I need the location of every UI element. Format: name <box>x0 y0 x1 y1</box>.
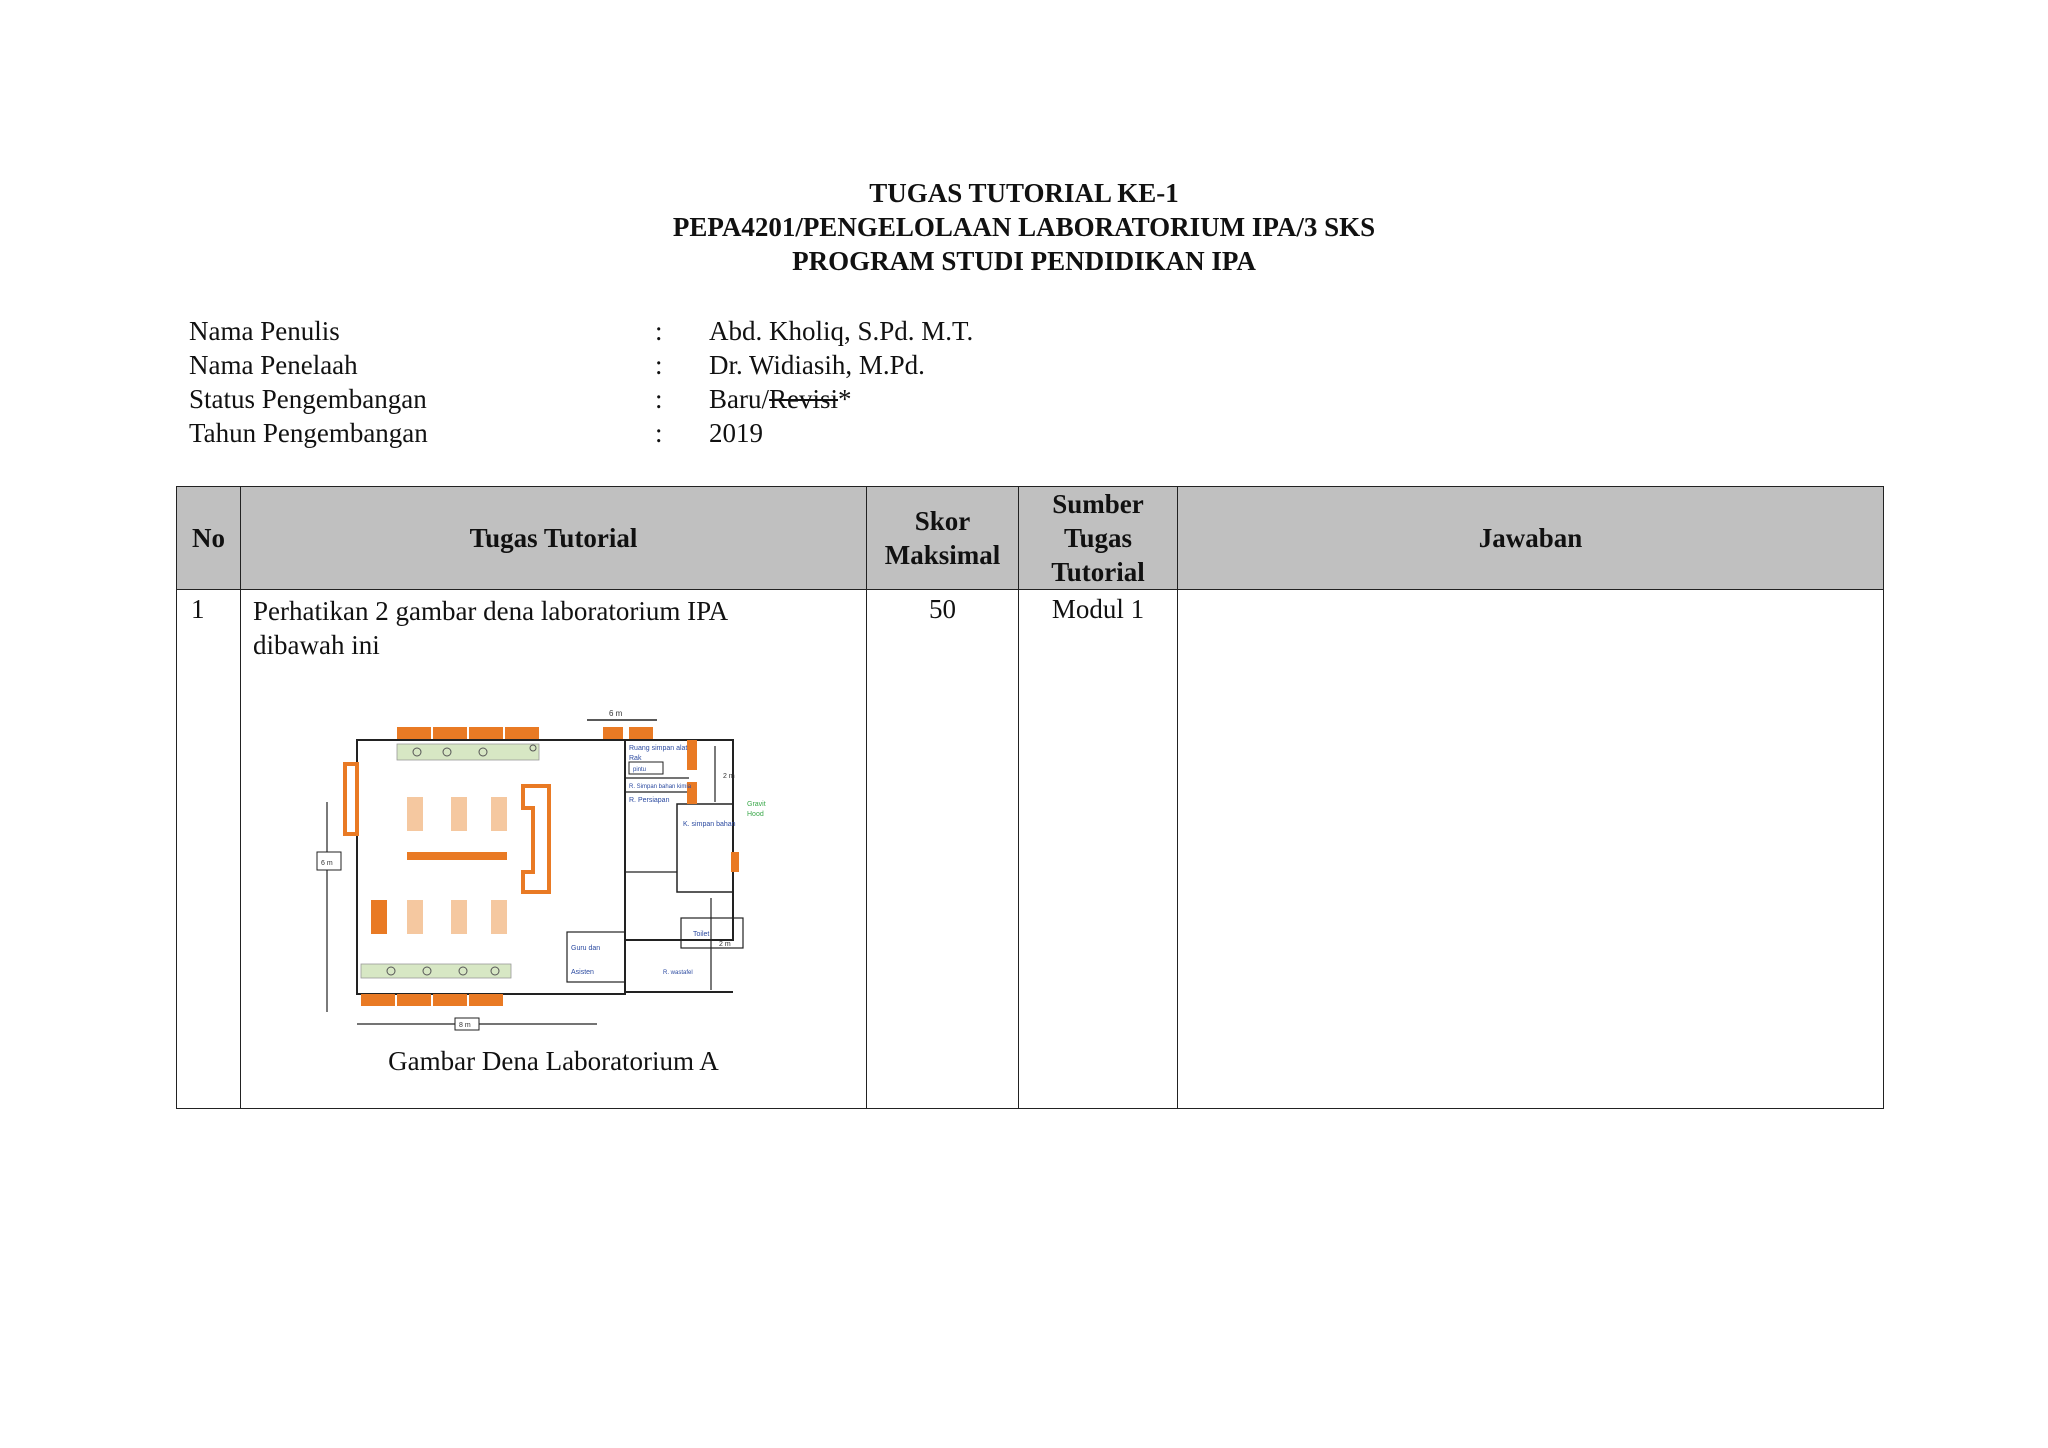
room-label: R. Persiapan <box>629 797 670 804</box>
column-header-score <box>867 487 1019 590</box>
figure-caption: Gambar Dena Laboratorium A <box>388 1046 719 1076</box>
cell-score: 50 <box>867 590 1019 1109</box>
task-text: dibawah ini <box>253 630 380 660</box>
header-text: Sumber <box>1052 489 1144 519</box>
dimension-label: 6 m <box>321 860 333 867</box>
cell-no: 1 <box>177 590 241 1109</box>
room-label: R. Simpan bahan kimia <box>629 784 692 790</box>
meta-value: 2019 <box>709 418 763 448</box>
meta-row-year <box>189 416 1089 450</box>
header-text: Tugas <box>1063 523 1133 553</box>
header-title: TUGAS TUTORIAL KE-1 <box>869 178 1179 208</box>
header-program: PROGRAM STUDI PENDIDIKAN IPA <box>792 246 1256 276</box>
cell-task <box>241 590 867 1109</box>
room-label: Gravit <box>747 801 766 808</box>
meta-label: Status Pengembangan <box>189 384 427 414</box>
table-row <box>177 590 1884 1109</box>
room-label: Guru dan <box>571 945 601 952</box>
meta-colon: : <box>655 350 663 380</box>
cell-source: Modul 1 <box>1019 590 1178 1109</box>
column-header-answer: Jawaban <box>1178 487 1884 590</box>
meta-label: Tahun Pengembangan <box>189 418 428 448</box>
header-course: PEPA4201/PENGELOLAAN LABORATORIUM IPA/3 SKS <box>672 212 1376 242</box>
door-label: pintu <box>633 767 647 773</box>
table-header-row <box>177 487 1884 590</box>
lab-main-room-wall <box>357 740 625 994</box>
task-text: Perhatikan 2 gambar dena laboratorium IPA <box>253 596 729 626</box>
column-header-source <box>1019 487 1178 590</box>
column-header-no: No <box>177 487 241 590</box>
meta-colon: : <box>655 418 663 448</box>
cell-answer <box>1178 590 1884 1109</box>
status-asterisk: * <box>838 384 852 414</box>
status-revision-struck: Revisi <box>769 384 839 414</box>
document-metadata <box>189 314 1089 450</box>
dimension-label: 2 m <box>719 941 731 948</box>
header-text: Skor <box>914 506 971 536</box>
meta-colon: : <box>655 384 663 414</box>
room-label: Toilet <box>693 931 710 938</box>
room-label: Rak <box>629 755 642 762</box>
column-header-task: Tugas Tutorial <box>241 487 867 590</box>
header-text: Tutorial <box>1051 557 1145 587</box>
meta-row-reviewer <box>189 348 1089 382</box>
room-label: K. simpan bahan <box>683 821 736 828</box>
meta-label: Nama Penulis <box>189 316 340 346</box>
meta-colon: : <box>655 316 663 346</box>
room-label: Hood <box>747 811 764 818</box>
room-label: R. wastafel <box>663 970 693 976</box>
header-text: Maksimal <box>884 540 1001 570</box>
sink-bench <box>397 744 539 760</box>
dimension-label: 6 m <box>609 709 623 718</box>
room-label: Ruang simpan alat <box>629 745 688 752</box>
lab-floor-plan-figure <box>287 702 807 1032</box>
meta-value <box>709 382 852 416</box>
meta-row-status <box>189 382 1089 416</box>
room-label: Asisten <box>571 969 594 976</box>
document-header <box>0 176 2048 278</box>
meta-value: Abd. Kholiq, S.Pd. M.T. <box>709 316 974 346</box>
dimension-label: 2 m <box>723 773 735 780</box>
meta-label: Nama Penelaah <box>189 350 358 380</box>
status-new: Baru/ <box>709 384 769 414</box>
dimension-label: 8 m <box>459 1022 471 1029</box>
meta-value: Dr. Widiasih, M.Pd. <box>709 350 925 380</box>
tutorial-task-table <box>176 486 1884 1109</box>
meta-row-author <box>189 314 1089 348</box>
